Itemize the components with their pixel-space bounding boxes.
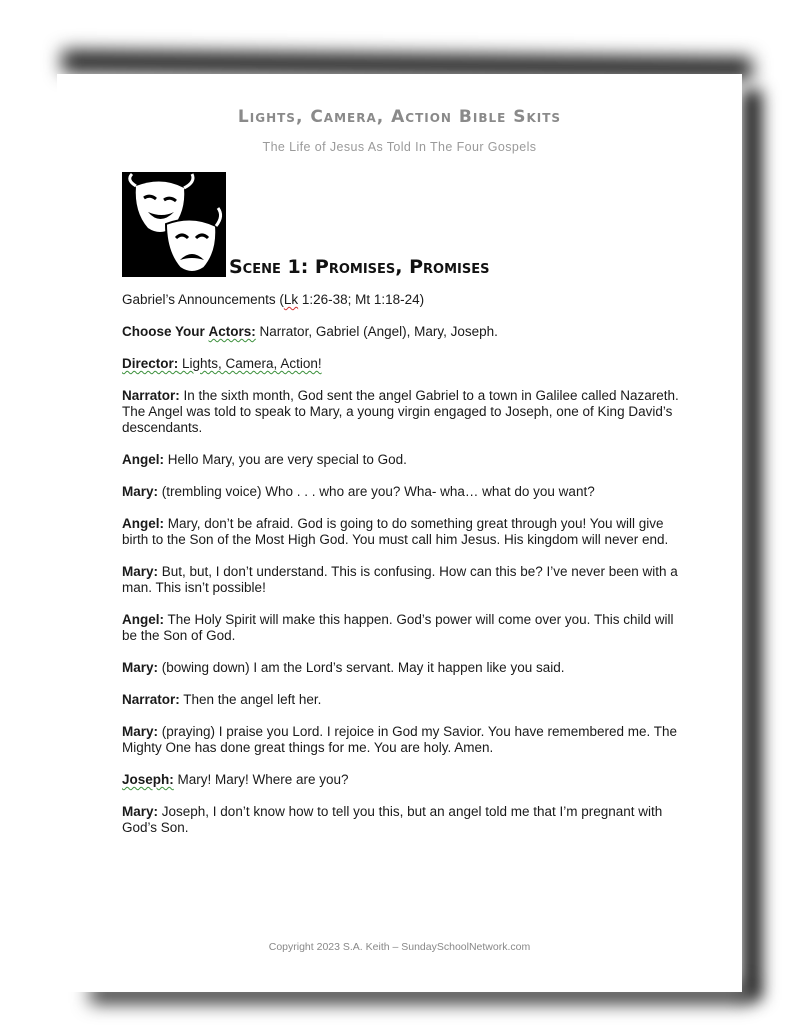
dialogue-text: Then the angel left her. bbox=[179, 692, 322, 707]
scripture-reference: Gabriel’s Announcements (Lk 1:26-38; Mt 1:18-24) bbox=[122, 292, 425, 307]
speaker-label: Angel: bbox=[122, 516, 164, 531]
script-line bbox=[122, 772, 682, 788]
page-shadow-right bbox=[742, 90, 762, 1000]
dialogue-text: But, but, I don’t understand. This is confusing. How can this be? I’ve never been with a man. This isn’t possible! bbox=[122, 564, 678, 595]
speaker-label: Joseph: bbox=[122, 772, 174, 787]
dialogue-text: Hello Mary, you are very special to God. bbox=[164, 452, 407, 467]
dialogue-text: Joseph, I don’t know how to tell you this, but an angel told me that I’m pregnant with God’s Son. bbox=[122, 804, 663, 835]
dialogue-text: (bowing down) I am the Lord’s servant. May it happen like you said. bbox=[158, 660, 565, 675]
scene-title: Scene 1: Promises, Promises bbox=[229, 256, 490, 278]
dialogue-text: The Holy Spirit will make this happen. God’s power will come over you. This child will be the Son of God. bbox=[122, 612, 674, 643]
speaker-label: Mary: bbox=[122, 484, 159, 499]
script-line bbox=[122, 452, 682, 468]
header-title: Lights, Camera, Action Bible Skits bbox=[237, 107, 562, 127]
theater-masks-icon bbox=[122, 172, 226, 277]
script-line bbox=[122, 484, 682, 500]
speaker-label: Narrator: bbox=[122, 692, 180, 707]
script-line bbox=[122, 724, 682, 756]
speaker-label: Angel: bbox=[122, 612, 164, 627]
script-line bbox=[122, 388, 682, 436]
document-page bbox=[57, 74, 742, 992]
script-line bbox=[122, 564, 682, 596]
script-line bbox=[122, 660, 682, 676]
script-line bbox=[122, 804, 682, 836]
speaker-label: Mary: bbox=[122, 564, 159, 579]
dialogue-text: Mary! Mary! Where are you? bbox=[173, 772, 349, 787]
speaker-label: Mary: bbox=[122, 660, 159, 675]
dialogue-text: In the sixth month, God sent the angel Gabriel to a town in Galilee called Nazareth. The Angel was told to speak to Mary, a young virgin engaged to Joseph, one of King David’s descendants. bbox=[122, 388, 679, 435]
actors-line: Choose Your Actors: Narrator, Gabriel (Angel), Mary, Joseph. bbox=[122, 324, 498, 339]
script-line bbox=[122, 692, 682, 708]
header-subtitle: The Life of Jesus As Told In The Four Gospels bbox=[262, 140, 537, 154]
dialogue-text: Mary, don’t be afraid. God is going to do something great through you! You will give birth to the Son of the Most High God. You must call him Jesus. His kingdom will never end. bbox=[122, 516, 669, 547]
script-body bbox=[122, 292, 682, 852]
speaker-label: Narrator: bbox=[122, 388, 180, 403]
copyright-footer: Copyright 2023 S.A. Keith – SundaySchoolNetwork.com bbox=[268, 941, 531, 953]
dialogue-text: (praying) I praise you Lord. I rejoice in God my Savior. You have remembered me. The Mighty One has done great things for me. You are holy. Amen. bbox=[122, 724, 678, 755]
speaker-label: Angel: bbox=[122, 452, 164, 467]
speaker-label: Mary: bbox=[122, 724, 159, 739]
dialogue-text: (trembling voice) Who . . . who are you? Wha- wha… what do you want? bbox=[158, 484, 595, 499]
script-line bbox=[122, 612, 682, 644]
script-line bbox=[122, 516, 682, 548]
speaker-label: Mary: bbox=[122, 804, 159, 819]
director-line: Director: Lights, Camera, Action! bbox=[122, 356, 322, 371]
